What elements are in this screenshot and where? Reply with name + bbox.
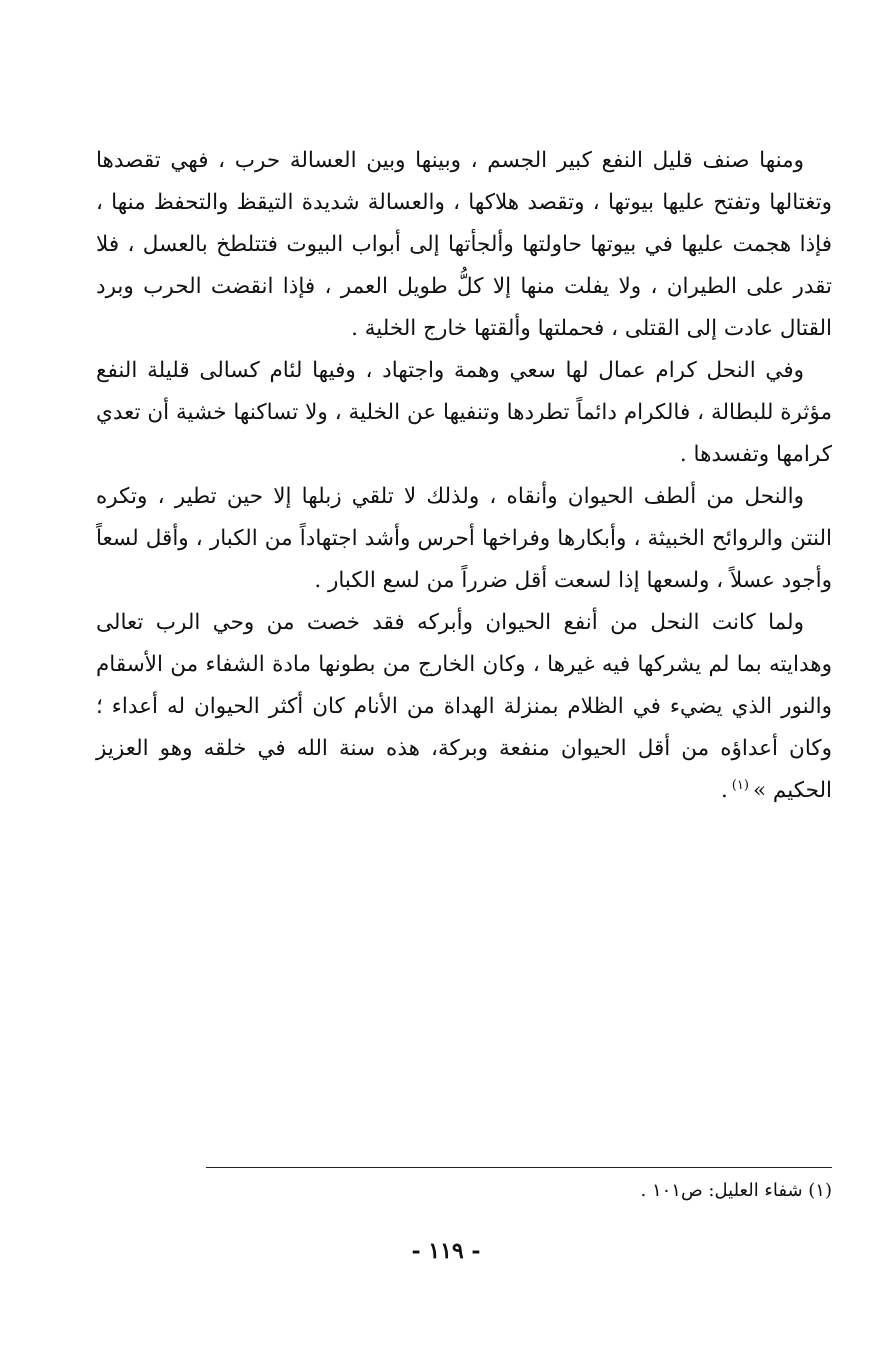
- footnote: (١) شفاء العليل: ص١٠١ .: [640, 1180, 832, 1201]
- paragraph-4: [96, 602, 832, 812]
- paragraph-4-text: ولما كانت النحل من أنفع الحيوان وأبركه فقد خصت من وحي الرب تعالى وهدايته بما لم يشركها فيه غيرها ، وكان الخارج من بطونها مادة الشفاء من الأسقام والنور الذي يضيء في الظلام بمنزلة الهداة من الأنام كان أكثر الحيوان له أعداء ؛ وكان أعداؤه من أقل الحيوان منفعة وبركة، هذه سنة الله في خلقه وهو العزيز الحكيم »: [96, 610, 832, 803]
- paragraph-1: ومنها صنف قليل النفع كبير الجسم ، وبينها وبين العسالة حرب ، فهي تقصدها وتغتالها وتفتح عليها بيوتها ، وتقصد هلاكها ، والعسالة شديدة التيقظ والتحفظ منها ، فإذا هجمت عليها في بيوتها حاولتها وألجأتها إلى أبواب البيوت فتتلطخ بالعسل ، فلا تقدر على الطيران ، ولا يفلت منها إلا كلُّ طويل العمر ، فإذا انقضت الحرب وبرد القتال عادت إلى القتلى ، فحملتها وألقتها خارج الخلية .: [96, 148, 832, 341]
- paragraph-3: والنحل من ألطف الحيوان وأنقاه ، ولذلك لا تلقي زبلها إلا حين تطير ، وتكره النتن والروائح الخبيثة ، وأبكارها وفراخها أحرس وأشد اجتهاداً من الكبار ، وأقل لسعاً وأجود عسلاً ، ولسعها إذا لسعت أقل ضرراً من لسع الكبار .: [96, 484, 832, 593]
- footnote-separator: [206, 1167, 832, 1168]
- paragraph-4-end: .: [720, 778, 728, 803]
- footnote-reference: (١): [731, 777, 749, 793]
- page-number: - ١١٩ -: [411, 1238, 481, 1264]
- main-text: [96, 140, 832, 812]
- paragraph-2: وفي النحل كرام عمال لها سعي وهمة واجتهاد ، وفيها لئام كسالى قليلة النفع مؤثرة للبطالة ، فالكرام دائماً تطردها وتنفيها عن الخلية ، ولا تساكنها خشية أن تعدي كرامها وتفسدها .: [96, 358, 832, 467]
